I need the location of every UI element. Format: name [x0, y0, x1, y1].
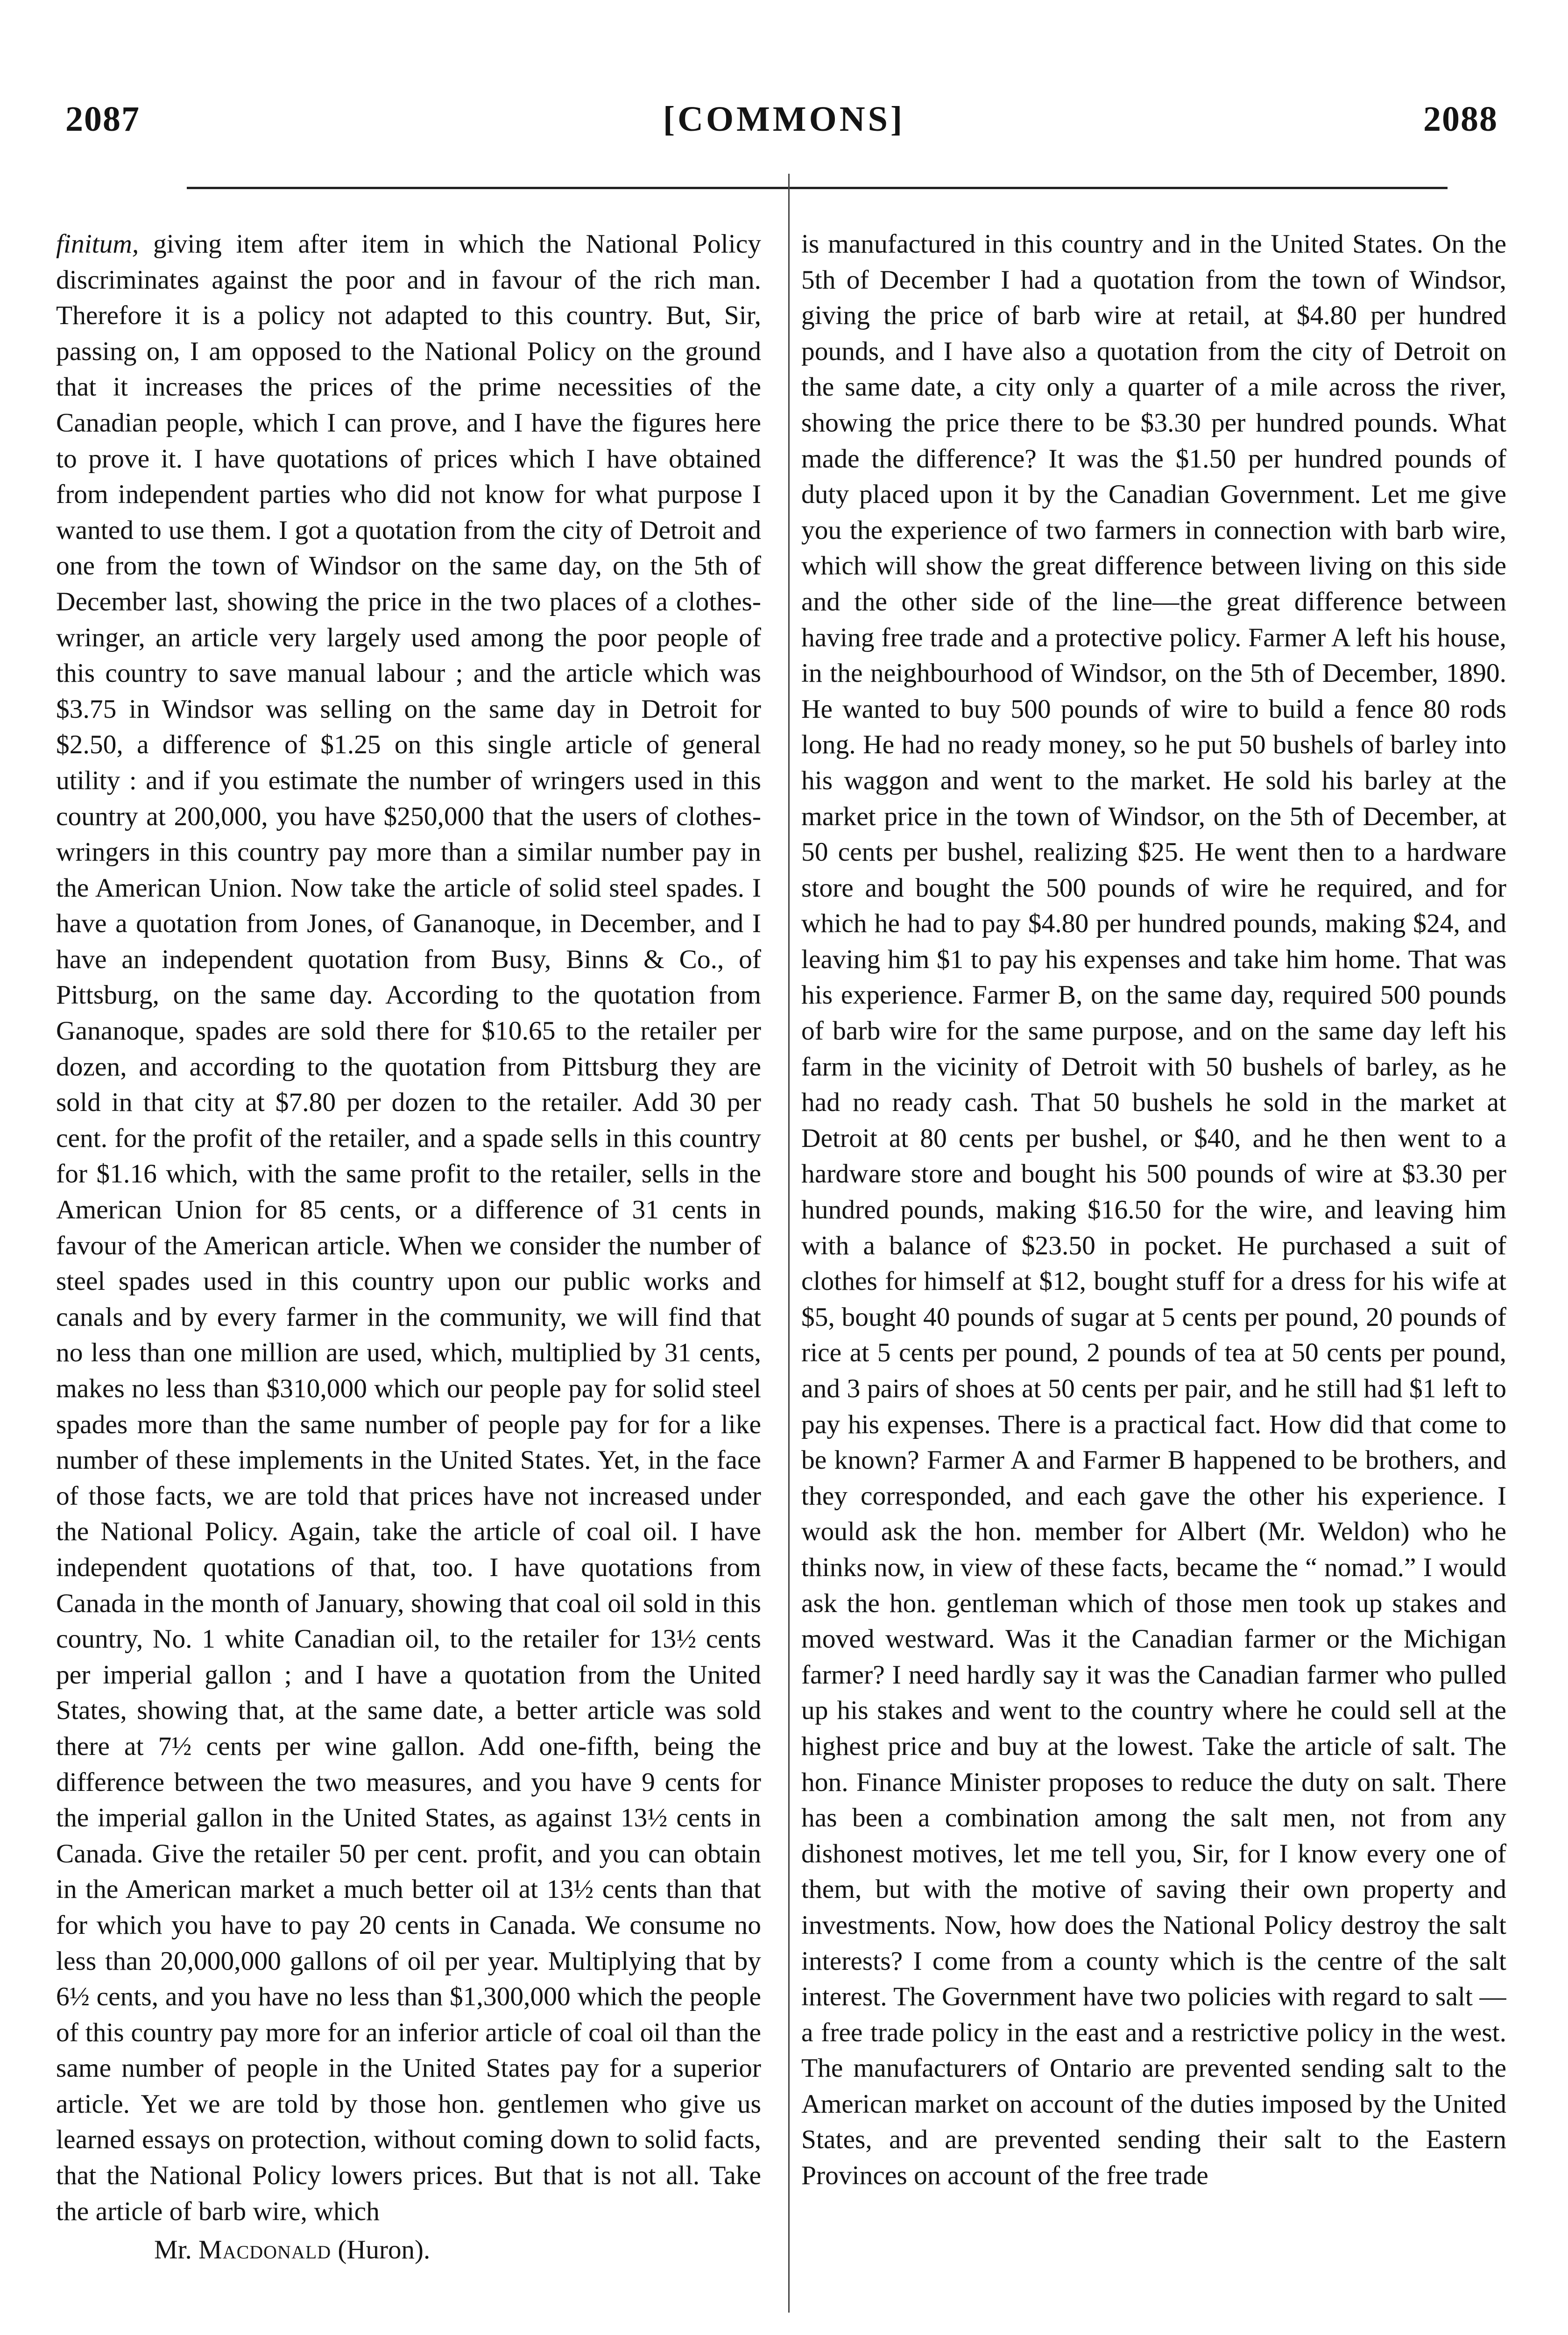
right-column: [801, 226, 1506, 2335]
left-column-text: [56, 226, 761, 2229]
page-header: [0, 99, 1568, 150]
left-column: [56, 226, 761, 2335]
lead-italic-word: finitum,: [56, 229, 139, 259]
speaker-attribution: [56, 2232, 761, 2268]
speaker-name: Macdonald: [198, 2235, 332, 2265]
page-number-left: 2087: [65, 99, 140, 139]
running-title: [COMMONS]: [663, 99, 905, 139]
right-column-text: is manufactured in this country and in the United States. On the 5th of December I had a quotation from the town of Windsor, giving the price of barb wire at retail, at $4.80 per hundred pounds, and I have also a quotation from the city of Detroit on the same date, a city only a quarter of a mile across the river, showing the price there to be $3.30 per hundred pounds. What made the difference? It was the $1.50 per hundred pounds of duty placed upon it by the Canadian Government. Let me give you the experience of two farmers in connection with barb wire, which will show the great difference between living on this side and the other side of the line—the great difference between having free trade and a protective policy. Farmer A left his house, in the neighbourhood of Windsor, on the 5th of December, 1890. He wanted to buy 500 pounds of wire to build a fence 80 rods long. He had no ready money, so he put 50 bushels of barley into his waggon and went to the market. He sold his barley at the market price in the town of Windsor, on the 5th of December, at 50 cents per bushel, realizing $25. He went then to a hardware store and bought the 500 pounds of wire he required, and for which he had to pay $4.80 per hundred pounds, making $24, and leaving him $1 to pay his expenses and take him home. That was his experience. Farmer B, on the same day, required 500 pounds of barb wire for the same purpose, and on the same day left his farm in the vicinity of Detroit with 50 bushels of barley, as he had no ready cash. That 50 bushels he sold in the market at Detroit at 80 cents per bushel, or $40, and he then went to a hardware store and bought his 500 pounds of wire at $3.30 per hundred pounds, making $16.50 for the wire, and leaving him with a balance of $23.50 in pocket. He purchased a suit of clothes for himself at $12, bought stuff for a dress for his wife at $5, bought 40 pounds of sugar at 5 cents per pound, 20 pounds of rice at 5 cents per pound, 2 pounds of tea at 50 cents per pound, and 3 pairs of shoes at 50 cents per pair, and he still had $1 left to pay his expenses. There is a practical fact. How did that come to be known? Farmer A and Farmer B happened to be brothers, and they corresponded, and each gave the other his experience. I would ask the hon. member for Albert (Mr. Weldon) who he thinks now, in view of these facts, became the “ nomad.” I would ask the hon. gentleman which of those men took up stakes and moved westward. Was it the Canadian farmer or the Michigan farmer? I need hardly say it was the Canadian farmer who pulled up his stakes and went to the country where he could sell at the highest price and buy at the lowest. Take the article of salt. The hon. Finance Minister proposes to reduce the duty on salt. There has been a combination among the salt men, not from any dishonest motives, let me tell you, Sir, for I know every one of them, but with the motive of saving their own property and investments. Now, how does the National Policy destroy the salt interests? I come from a county which is the centre of the salt interest. The Government have two policies with regard to salt —a free trade policy in the east and a restrictive policy in the west. The manufacturers of Ontario are prevented sending salt to the American market on account of the duties imposed by the United States, and are prevented sending their salt to the Eastern Provinces on account of the free trade: [801, 229, 1506, 2191]
header-rule: [187, 187, 1448, 189]
column-divider: [788, 174, 790, 2313]
speaker-prefix: Mr.: [154, 2235, 192, 2265]
speaker-riding: (Huron).: [338, 2235, 431, 2265]
left-column-body: giving item after item in which the National Policy discriminates against the poor and in favour of the rich man. Therefore it is a policy not adapted to this country. But, Sir, passing on, I am opposed to the National Policy on the ground that it increases the prices of the prime necessities of the Canadian people, which I can prove, and I have the figures here to prove it. I have quotations of prices which I have obtained from independent parties who did not know for what purpose I wanted to use them. I got a quotation from the city of Detroit and one from the town of Windsor on the same day, on the 5th of December last, showing the price in the two places of a clothes-wringer, an article very largely used among the poor people of this country to save manual labour ; and the article which was $3.75 in Windsor was selling on the same day in Detroit for $2.50, a difference of $1.25 on this single article of general utility : and if you estimate the number of wringers used in this country at 200,000, you have $250,000 that the users of clothes-wringers in this country pay more than a similar number pay in the American Union. Now take the article of solid steel spades. I have a quotation from Jones, of Gananoque, in December, and I have an independent quotation from Busy, Binns & Co., of Pittsburg, on the same day. According to the quotation from Gananoque, spades are sold there for $10.65 to the retailer per dozen, and according to the quotation from Pittsburg they are sold in that city at $7.80 per dozen to the retailer. Add 30 per cent. for the profit of the retailer, and a spade sells in this country for $1.16 which, with the same profit to the retailer, sells in the American Union for 85 cents, or a difference of 31 cents in favour of the American article. When we consider the number of steel spades used in this country upon our public works and canals and by every farmer in the community, we will find that no less than one million are used, which, multiplied by 31 cents, makes no less than $310,000 which our people pay for solid steel spades more than the same number of people pay for for a like number of these implements in the United States. Yet, in the face of those facts, we are told that prices have not increased under the National Policy. Again, take the article of coal oil. I have independent quotations of that, too. I have quotations from Canada in the month of January, showing that coal oil sold in this country, No. 1 white Canadian oil, to the retailer for 13½ cents per imperial gallon ; and I have a quotation from the United States, showing that, at the same date, a better article was sold there at 7½ cents per wine gallon. Add one-fifth, being the difference between the two measures, and you have 9 cents for the imperial gallon in the United States, as against 13½ cents in Canada. Give the retailer 50 per cent. profit, and you can obtain in the American market a much better oil at 13½ cents than that for which you have to pay 20 cents in Canada. We consume no less than 20,000,000 gallons of oil per year. Multiplying that by 6½ cents, and you have no less than $1,300,000 which the people of this country pay more for an inferior article of coal oil than the same number of people in the United States pay for a superior article. Yet we are told by those hon. gentlemen who give us learned essays on protection, without coming down to solid facts, that the National Policy lowers prices. But that is not all. Take the article of barb wire, which: [56, 229, 761, 2226]
page-number-right: 2088: [1423, 99, 1498, 139]
